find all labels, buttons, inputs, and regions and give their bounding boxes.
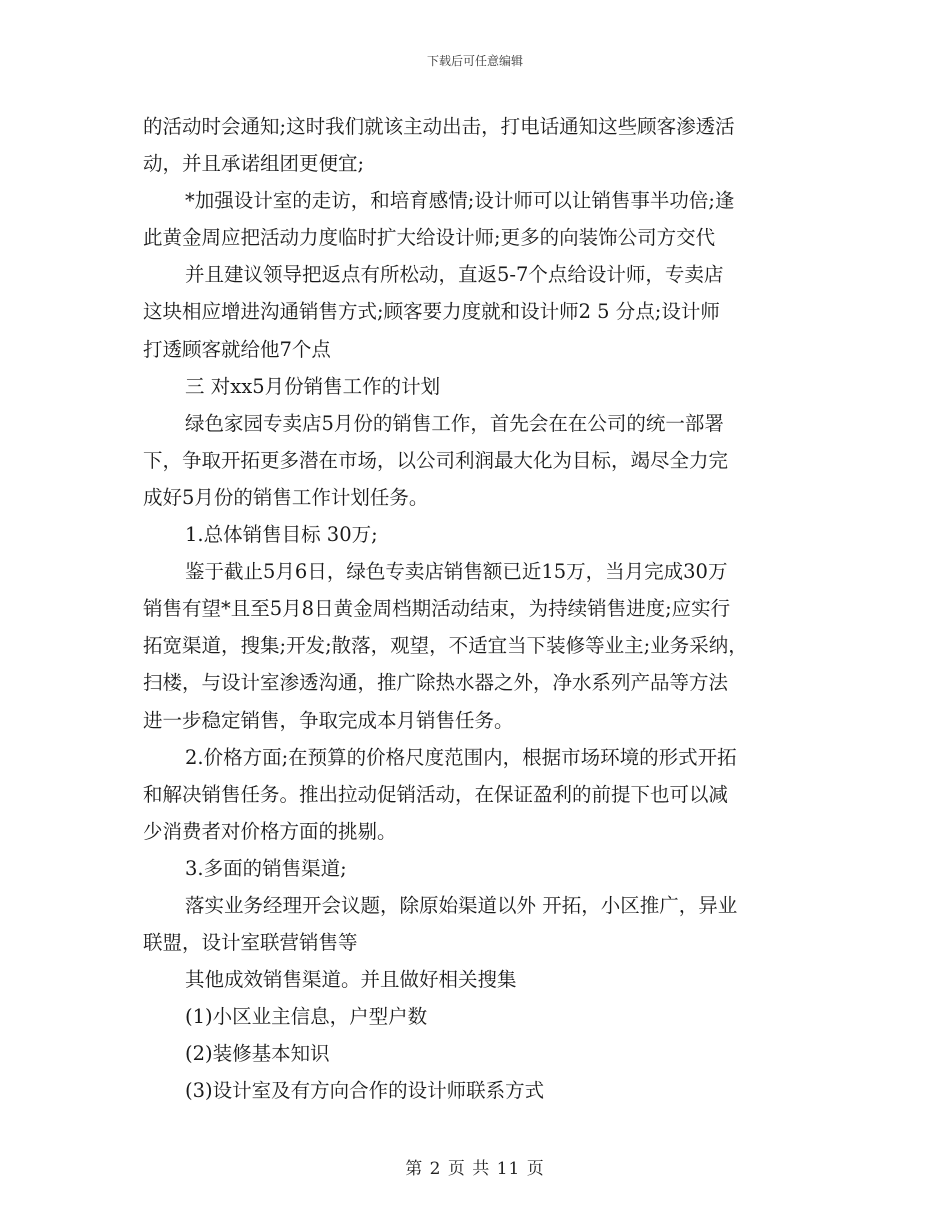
text-line: 绿色家园专卖店5月份的销售工作，首先会在在公司的统一部署 [185, 411, 724, 435]
text-line: 此黄金周应把活动力度临时扩大给设计师;更多的向装饰公司方交代 [143, 226, 716, 250]
text-line: 动，并且承诺组团更便宜; [143, 152, 365, 176]
text-line: 打透顾客就给他7个点 [143, 337, 331, 361]
text-line: 其他成效销售渠道。并且做好相关搜集 [185, 968, 517, 992]
list-item-heading: 3.多面的销售渠道; [185, 856, 347, 880]
text-line: 鉴于截止5月6日，绿色专卖店销售额已近15万，当月完成30万 [185, 560, 728, 584]
text-line: 下，争取开拓更多潜在市场，以公司利润最大化为目标，竭尽全力完 [143, 448, 729, 472]
section-heading: 三 对xx5月份销售工作的计划 [185, 374, 441, 398]
text-line: 成好5月份的销售工作计划任务。 [143, 485, 429, 509]
text-line: 并且建议领导把返点有所松动，直返5-7个点给设计师，专卖店 [185, 263, 724, 287]
sub-list-item: (1)小区业主信息，户型户数 [185, 1005, 428, 1029]
text-line: 少消费者对价格方面的挑剔。 [143, 819, 397, 843]
text-line: 销售有望*且至5月8日黄金周档期活动结束，为持续销售进度;应实行 [143, 597, 731, 621]
text-line: *加强设计室的走访，和培育感情;设计师可以让销售事半功倍;逢 [185, 189, 735, 213]
document-body [143, 108, 823, 1110]
text-line: 和解决销售任务。推出拉动促销活动，在保证盈利的前提下也可以减 [143, 782, 729, 806]
sub-list-item: (2)装修基本知识 [185, 1042, 330, 1066]
text-line: 扫楼，与设计室渗透沟通，推广除热水器之外，净水系列产品等方法 [143, 671, 729, 695]
text-line: 进一步稳定销售，争取完成本月销售任务。 [143, 708, 514, 732]
sub-list-item: (3)设计室及有方向合作的设计师联系方式 [185, 1079, 545, 1103]
text-line: 这块相应增进沟通销售方式;顾客要力度就和设计师2 5 分点;设计师 [143, 300, 720, 324]
text-line: 联盟，设计室联营销售等 [143, 931, 358, 955]
text-line: 落实业务经理开会议题，除原始渠道以外 开拓，小区推广，异业 [185, 893, 738, 917]
page-footer: 第 2 页 共 11 页 [405, 1159, 545, 1179]
list-item-heading: 2.价格方面;在预算的价格尺度范围内，根据市场环境的形式开拓 [185, 745, 737, 769]
list-item-heading: 1.总体销售目标 30万; [185, 523, 378, 547]
text-line: 的活动时会通知;这时我们就该主动出击，打电话通知这些顾客渗透活 [143, 115, 735, 138]
page-header: 下载后可任意编辑 [426, 54, 523, 68]
text-line: 拓宽渠道，搜集;开发;散落，观望，不适宜当下装修等业主;业务采纳， [143, 634, 748, 658]
